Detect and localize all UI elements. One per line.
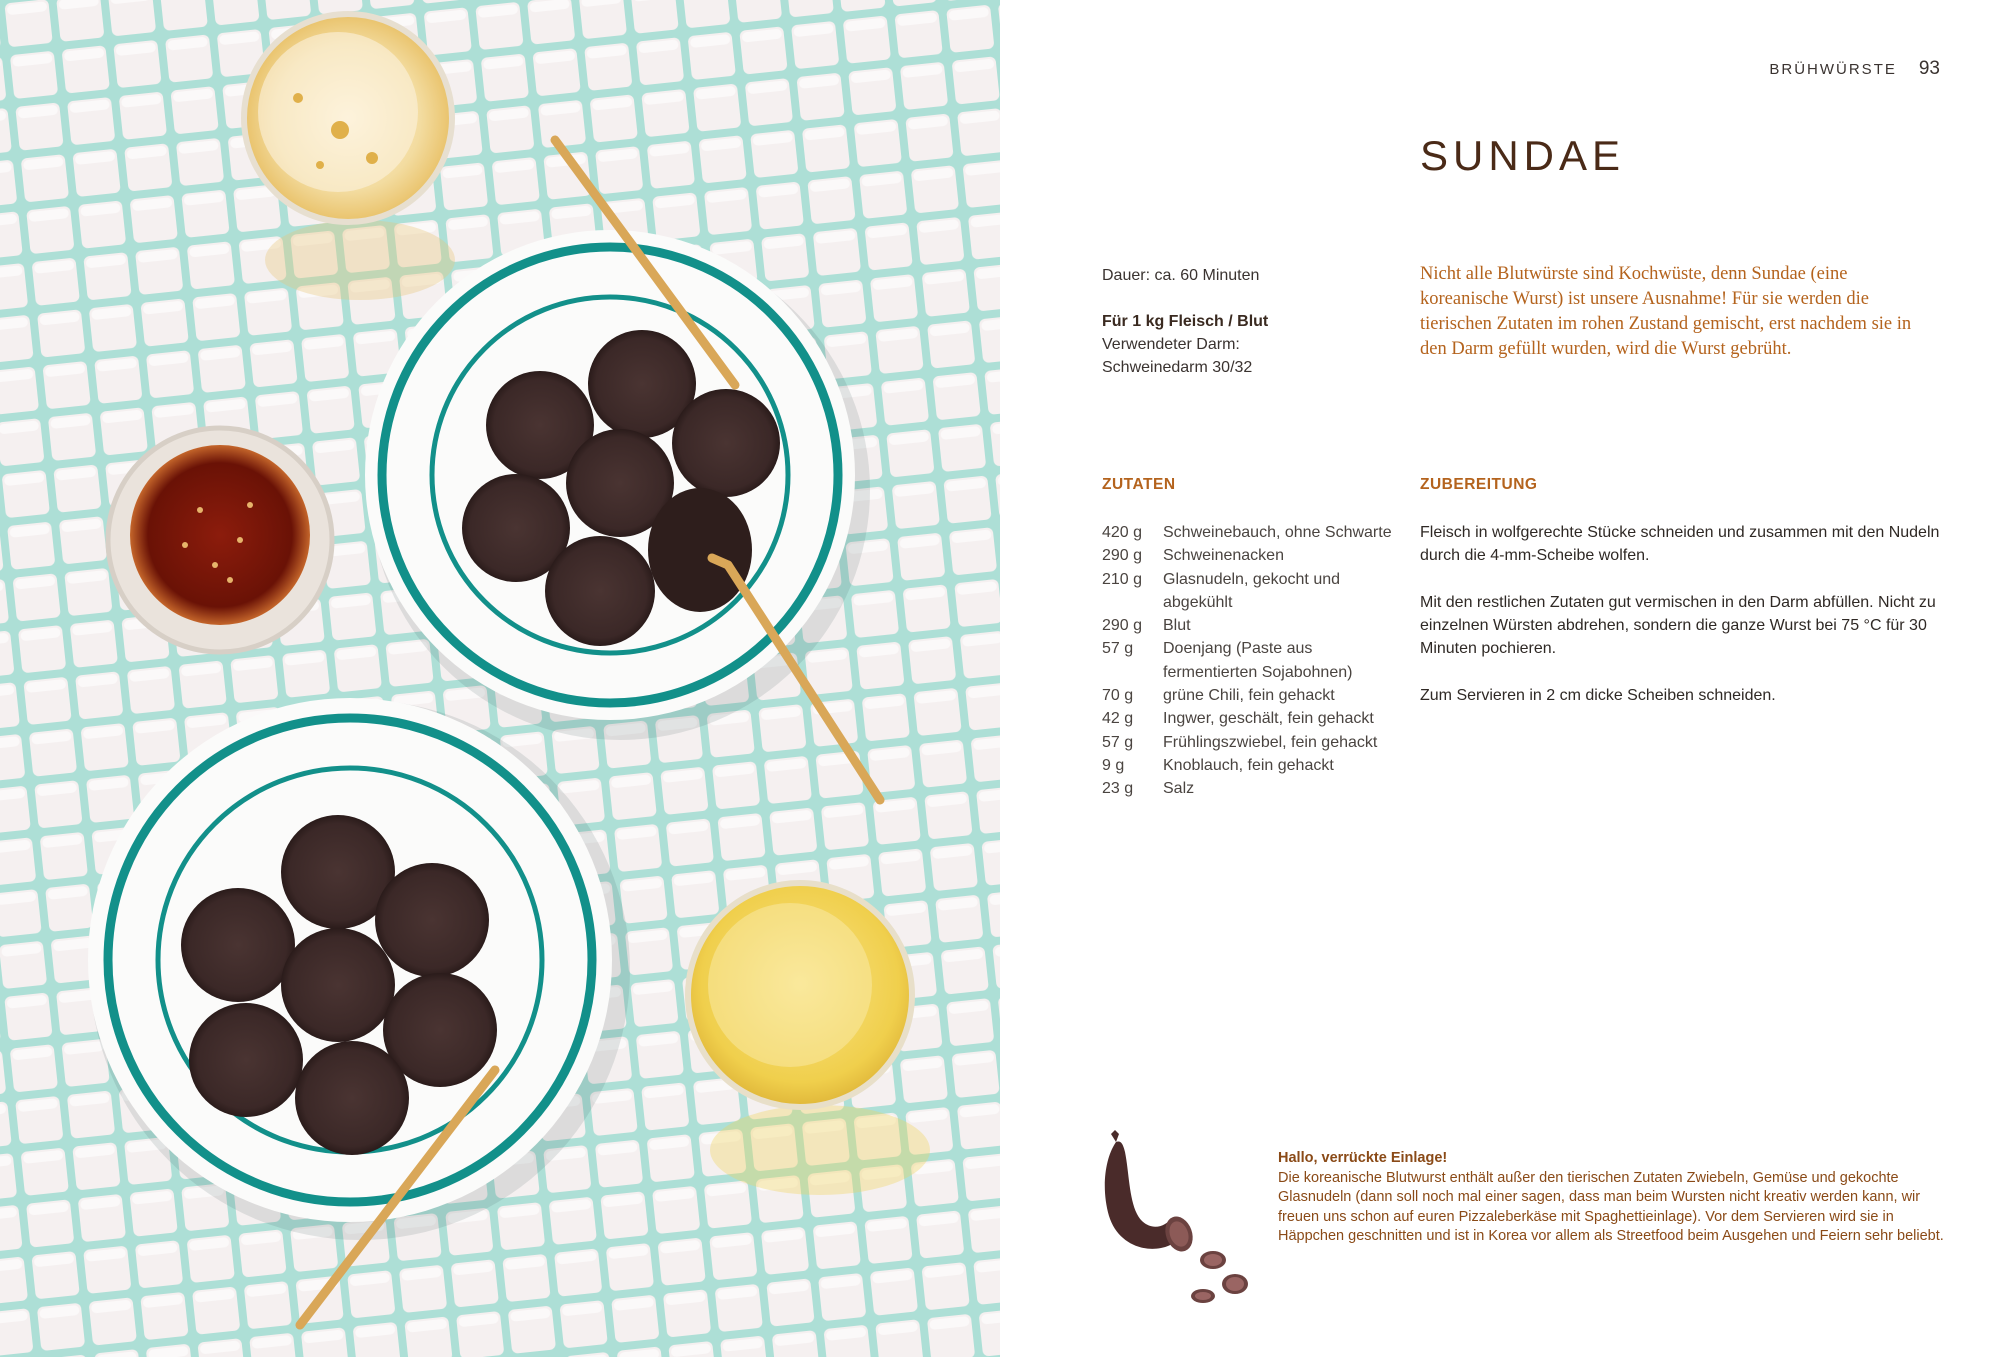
casing-text: Schweinedarm 30/32 <box>1102 359 1253 376</box>
ingredient-amount: 9 g <box>1102 756 1125 774</box>
chili-dip-bowl <box>108 428 332 652</box>
ingredient-row <box>1102 637 1392 684</box>
ingredient-name: Schweinebauch, ohne Schwarte <box>1163 524 1392 541</box>
ingredient-amount: 420 g <box>1102 524 1143 541</box>
ingredient-row <box>1102 707 1392 730</box>
tip-title: Hallo, verrückte Einlage! <box>1278 1150 1448 1166</box>
section-name: BRÜHWÜRSTE <box>1769 61 1897 78</box>
ingredient-row <box>1102 521 1392 544</box>
ingredient-name: Knoblauch, fein gehackt <box>1163 756 1334 774</box>
duration-text: Dauer: ca. 60 Minuten <box>1102 267 1260 284</box>
blood-sausage-illustration <box>1095 1128 1265 1303</box>
ingredient-amount: 57 g <box>1102 733 1134 751</box>
ingredient-row <box>1102 731 1392 754</box>
ingredient-row <box>1102 544 1392 567</box>
ingredient-name: Ingwer, geschält, fein gehackt <box>1163 710 1374 728</box>
recipe-page <box>1000 0 2000 1357</box>
ingredient-amount: 23 g <box>1102 780 1134 798</box>
beer-glass-top <box>244 14 455 300</box>
ingredient-amount: 57 g <box>1102 640 1134 658</box>
preparation-steps <box>1420 521 1945 731</box>
ingredient-name: Salz <box>1163 780 1195 798</box>
ingredient-amount: 70 g <box>1102 687 1134 705</box>
ingredient-row <box>1102 614 1392 637</box>
beer-glass-bottom <box>688 883 930 1195</box>
ingredient-amount: 42 g <box>1102 710 1134 728</box>
yield-text: Für 1 kg Fleisch / Blut <box>1102 313 1269 330</box>
ingredient-name: Frühlingszwiebel, fein gehackt <box>1163 733 1378 751</box>
preparation-step: Mit den restlichen Zutaten gut vermischen in den Darm abfüllen. Nicht zu einzelnen Würsten abdrehen, sondern die ganze Wurst bei 75 °C für 30 Minuten pochieren. <box>1420 593 1936 658</box>
casing-label: Verwendeter Darm: <box>1102 336 1240 353</box>
preparation-heading: ZUBEREITUNG <box>1420 476 1538 493</box>
ingredient-row <box>1102 684 1392 707</box>
tip-text: Die koreanische Blutwurst enthält außer den tierischen Zutaten Zwiebeln, Gemüse und gekochte Glasnudeln (dann soll noch mal einer sagen, dass man beim Wursten nicht kreativ werden kann, wir freuen uns schon auf euren Pizzaleberkäse mit Spaghettieinlage). Vor dem Servieren wird sie in Häppchen geschnitten und ist in Korea vor allem als Streetfood beim Ausgehen und Feiern sehr beliebt. <box>1278 1169 1944 1245</box>
ingredient-list <box>1102 521 1392 801</box>
ingredient-name: Doenjang (Paste aus fermentierten Sojabohnen) <box>1163 640 1353 681</box>
ingredient-amount: 290 g <box>1102 617 1143 635</box>
preparation-step: Fleisch in wolfgerechte Stücke schneiden und zusammen mit den Nudeln durch die 4-mm-Scheibe wolfen. <box>1420 524 1940 565</box>
ingredients-heading: ZUTATEN <box>1102 476 1176 493</box>
page-number: 93 <box>1918 58 1940 79</box>
ingredient-name: grüne Chili, fein gehackt <box>1163 687 1335 705</box>
recipe-intro: Nicht alle Blutwürste sind Kochwüste, denn Sundae (eine koreanische Wurst) ist unsere Ausnahme! Für sie werden die tierischen Zutaten im rohen Zustand gemischt, erst nachdem sie in den Darm gefüllt wurden, wird die Wurst gebrüht. <box>1420 264 1912 359</box>
ingredient-name: Glasnudeln, gekocht und abgekühlt <box>1163 570 1341 611</box>
ingredient-amount: 210 g <box>1102 570 1143 588</box>
ingredient-row <box>1102 754 1392 777</box>
recipe-title: SUNDAE <box>1420 132 1626 179</box>
ingredient-amount: 290 g <box>1102 547 1143 565</box>
ingredient-name: Blut <box>1163 617 1191 635</box>
ingredient-row <box>1102 568 1392 615</box>
preparation-step: Zum Servieren in 2 cm dicke Scheiben schneiden. <box>1420 687 1776 705</box>
recipe-meta <box>1102 264 1268 379</box>
tip-box <box>1278 1149 1946 1247</box>
ingredient-name: Schweinenacken <box>1163 547 1284 565</box>
running-head <box>1769 58 1940 80</box>
ingredient-row <box>1102 777 1392 800</box>
